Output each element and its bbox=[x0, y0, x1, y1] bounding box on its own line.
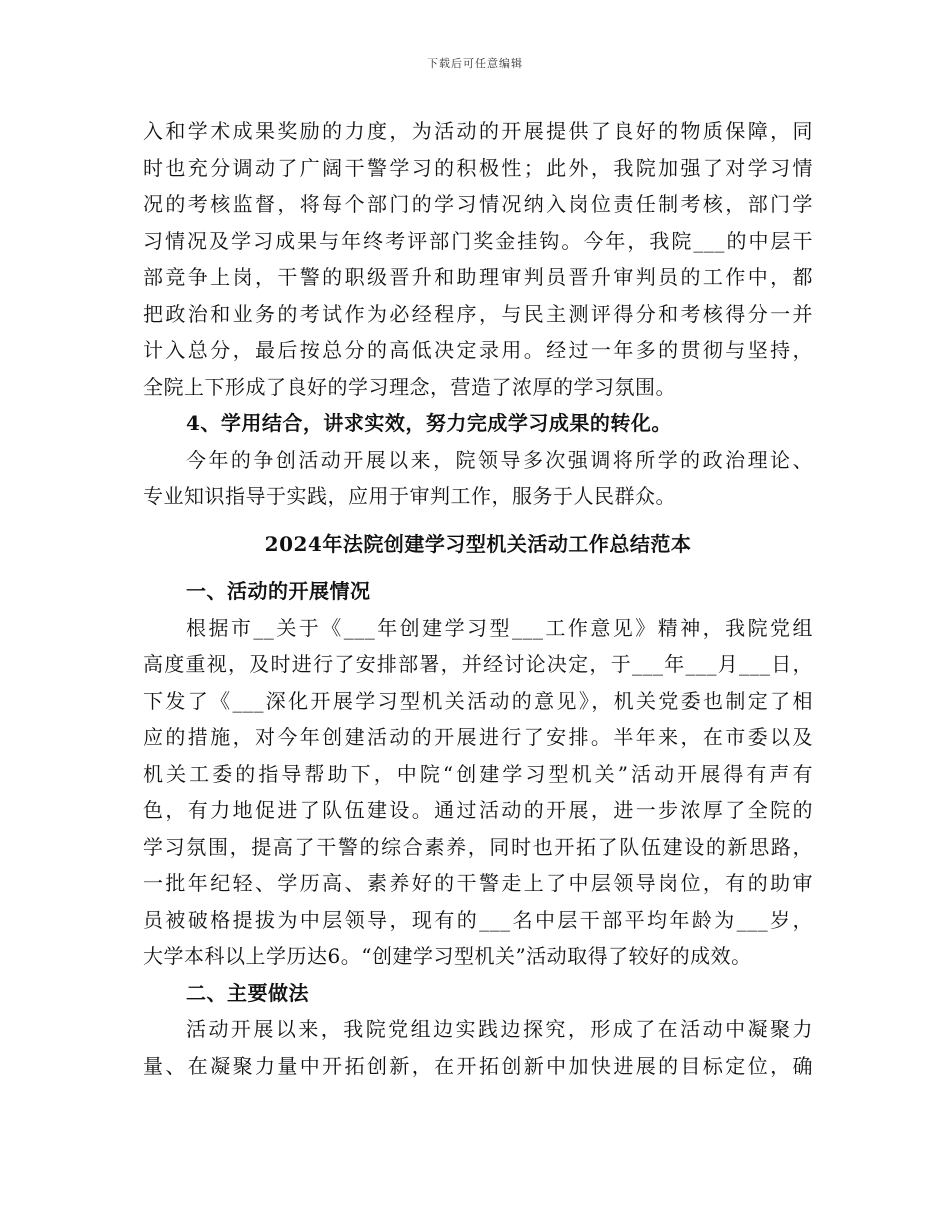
paragraph-line: 应的措施，对今年创建活动的开展进行了安排。半年来，在市委以及 bbox=[143, 725, 813, 749]
paragraph-line: 活动开展以来，我院党组边实践边探究，形成了在活动中凝聚力 bbox=[186, 1017, 813, 1041]
paragraph-line: 根据市__关于《___年创建学习型___工作意见》精神，我院党组 bbox=[186, 615, 813, 640]
paragraph-line: 况的考核监督，将每个部门的学习情况纳入岗位责任制考核，部门学 bbox=[143, 192, 813, 216]
paragraph-line: 习情况及学习成果与年终考评部门奖金挂钩。今年，我院___的中层干 bbox=[143, 228, 813, 253]
document-title: 2024年法院创建学习型机关活动工作总结范本 bbox=[264, 531, 692, 556]
page-header: 下载后可任意编辑 bbox=[427, 57, 523, 70]
paragraph-line: 计入总分，最后按总分的高低决定录用。经过一年多的贯彻与坚持， bbox=[143, 338, 813, 362]
paragraph-line: 高度重视，及时进行了安排部署，并经讨论决定，于___年___月___日， bbox=[143, 652, 813, 676]
paragraph-line: 机关工委的指导帮助下，中院“创建学习型机关”活动开展得有声有 bbox=[143, 761, 813, 786]
paragraph-line: 今年的争创活动开展以来，院领导多次强调将所学的政治理论、 bbox=[186, 447, 813, 472]
section-heading: 4、学用结合，讲求实效，努力完成学习成果的转化。 bbox=[186, 411, 672, 435]
paragraph-line: 全院上下形成了良好的学习理念，营造了浓厚的学习氛围。 bbox=[143, 374, 676, 399]
paragraph-line: 专业知识指导于实践，应用于审判工作，服务于人民群众。 bbox=[143, 484, 676, 508]
paragraph-line: 一批年纪轻、学历高、素养好的干警走上了中层领导岗位，有的助审 bbox=[143, 871, 813, 895]
paragraph-line: 时也充分调动了广阔干警学习的积极性；此外，我院加强了对学习情 bbox=[143, 155, 813, 180]
paragraph-line: 入和学术成果奖励的力度，为活动的开展提供了良好的物质保障，同 bbox=[143, 119, 813, 143]
paragraph-line: 部竞争上岗，干警的职级晋升和助理审判员晋升审判员的工作中，都 bbox=[143, 265, 813, 289]
paragraph-line: 量、在凝聚力量中开拓创新，在开拓创新中加快进展的目标定位，确 bbox=[143, 1053, 813, 1078]
paragraph-line: 下发了《___深化开展学习型机关活动的意见》，机关党委也制定了相 bbox=[143, 688, 813, 713]
paragraph-line: 大学本科以上学历达6。“创建学习型机关”活动取得了较好的成效。 bbox=[143, 944, 752, 968]
paragraph-line: 把政治和业务的考试作为必经程序，与民主测评得分和考核得分一并 bbox=[143, 301, 813, 326]
paragraph-line: 员被破格提拔为中层领导，现有的___名中层干部平均年龄为___岁， bbox=[143, 907, 813, 932]
section-heading: 一、活动的开展情况 bbox=[186, 579, 371, 603]
document-body bbox=[143, 113, 813, 1084]
paragraph-line: 学习氛围，提高了干警的综合素养，同时也开拓了队伍建设的新思路， bbox=[143, 834, 813, 859]
paragraph-line: 色，有力地促进了队伍建设。通过活动的开展，进一步浓厚了全院的 bbox=[143, 798, 813, 822]
section-heading: 二、主要做法 bbox=[186, 980, 309, 1005]
